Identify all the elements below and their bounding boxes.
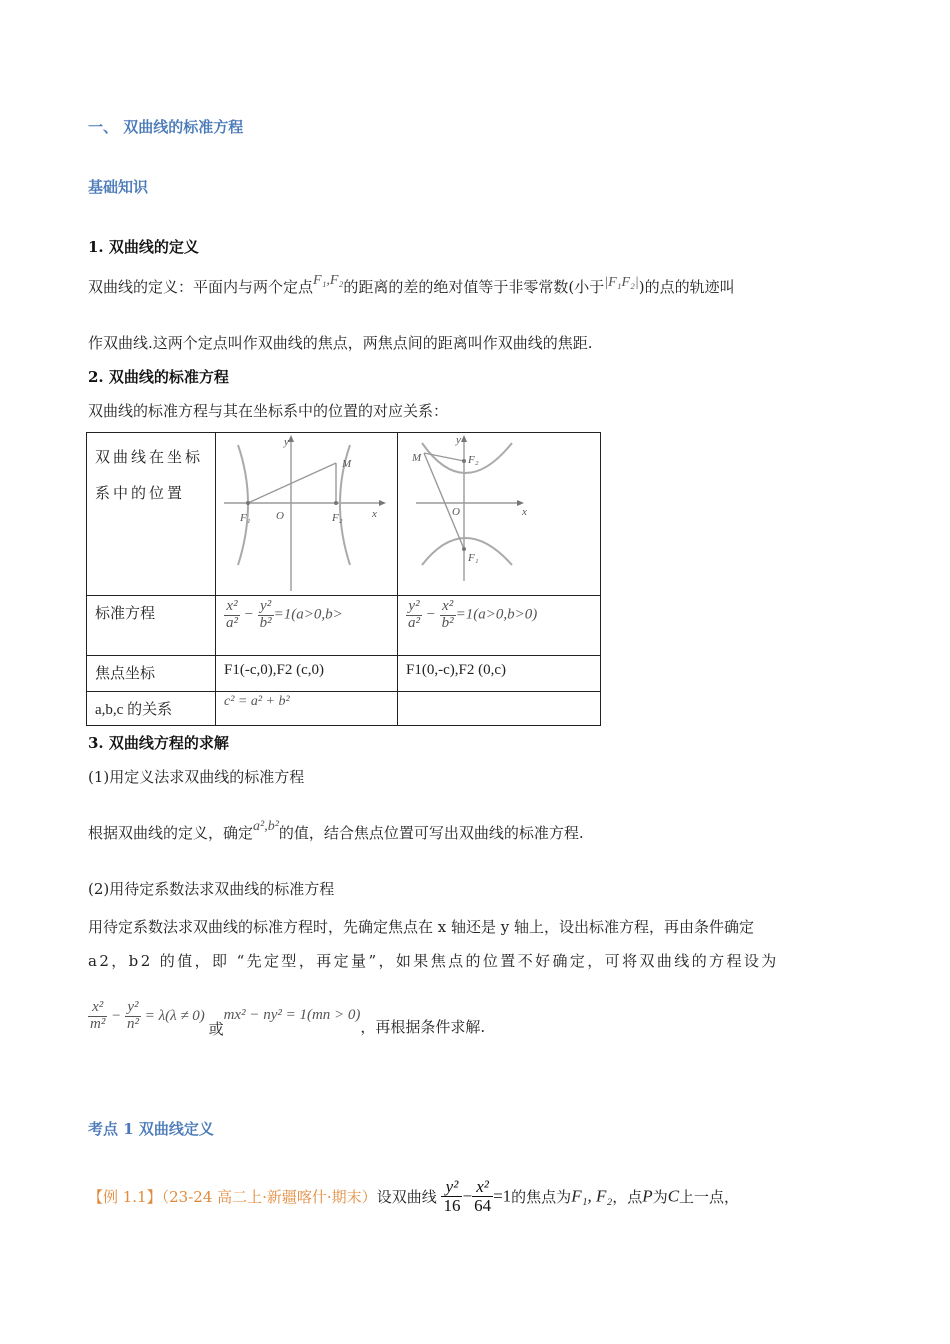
eq1-rest: =1(a>0,b> — [273, 606, 343, 623]
o-label: O — [276, 510, 284, 522]
x-label: x — [522, 506, 527, 518]
def-foci: F₁,F₂ — [313, 273, 344, 288]
eq1-minus: − — [243, 606, 254, 623]
y-label: y — [456, 434, 461, 446]
f1-label: F₁ — [468, 552, 479, 564]
example-tag: 【例 1.1】 — [88, 1187, 162, 1206]
s2-intro: 双曲线的标准方程与其在坐标系中的位置的对应关系： — [88, 402, 449, 420]
s1-title: 1. 双曲线的定义 — [88, 238, 199, 256]
x-arrow — [379, 500, 386, 506]
equation-x-cell — [216, 596, 398, 656]
example-source: （23-24 高二上·新疆喀什·期末） — [161, 1187, 377, 1206]
s1-definition-line1 — [88, 273, 735, 297]
basic-knowledge-heading: 基础知识 — [88, 178, 149, 196]
def-suffix: )的点的轨迹叫 — [638, 278, 735, 296]
f1-point — [462, 547, 466, 551]
s1-definition-line2: 作双曲线.这两个定点叫作双曲线的焦点，两焦点间的距离叫作双曲线的焦距. — [88, 334, 593, 352]
example-frac1: $\frac{\text{y²}}{16}$ — [443, 1177, 461, 1215]
def-mid: 的距离的差的绝对值等于非零常数(小于 — [343, 278, 605, 296]
section-title: 一、 双曲线的标准方程 — [88, 118, 244, 136]
mf2-line — [424, 453, 464, 461]
left-branch — [238, 445, 248, 565]
relation-cell: c² = a² + b² — [216, 692, 398, 726]
eqA-frac2: $\frac{\text{y²}}{\text{n²}}$ — [126, 999, 139, 1032]
eq2-frac2: $\frac{\text{x²}}{\text{b²}}$ — [441, 598, 454, 631]
mf1-line — [424, 453, 464, 549]
example-foci: F₁, F₂ — [571, 1186, 613, 1206]
position-label-b: 系中的位置 — [95, 484, 186, 502]
s3-sub2: (2)用待定系数法求双曲线的标准方程 — [88, 880, 335, 898]
eq2-minus: − — [425, 606, 436, 623]
def-abs: |F₁F₂| — [604, 275, 639, 290]
eq-lambda: $\frac{\text{x²}}{\text{m²}}$ − $\frac{\text{y²}}{\text{n²}}$ = λ(λ ≠ 0) — [90, 999, 205, 1032]
s3-p2-line1: 用待定系数法求双曲线的标准方程时，先确定焦点在 x 轴还是 y 轴上，设出标准方程，再由条件确定 — [88, 918, 755, 936]
figure-x-axis-cell — [216, 433, 398, 596]
eq1-frac1: $\frac{\text{x²}}{\text{a²}}$ — [226, 598, 238, 631]
eq2-rest: =1(a>0,b>0) — [455, 606, 538, 623]
s3-title: 3. 双曲线方程的求解 — [88, 734, 229, 752]
row-equation-label: 标准方程 — [87, 596, 216, 656]
eq2-frac1: $\frac{\text{y²}}{\text{a²}}$ — [408, 598, 420, 631]
eq1-frac2: $\frac{\text{y²}}{\text{b²}}$ — [259, 598, 272, 631]
upper-branch — [422, 443, 512, 473]
f2-label: F₂ — [332, 512, 343, 524]
position-label-a: 双曲线在坐标 — [95, 448, 204, 466]
y-arrow — [288, 435, 294, 442]
s3-sub1: (1)用定义法求双曲线的标准方程 — [88, 768, 305, 786]
p1-suffix: 的值，结合焦点位置可写出双曲线的标准方程. — [278, 824, 584, 842]
foci-y-cell: F1(0,-c),F2 (0,c) — [398, 656, 601, 692]
s3-equations-line — [88, 999, 486, 1038]
example-1-1: 【例 1.1】（23-24 高二上·新疆喀什·期末）设双曲线 $\frac{\text{y²}}{16}$ − $\frac{\text{x²}}{64}$ =1的焦点为F₁, F₂，点P为C上一点， — [88, 1177, 740, 1215]
p1-prefix: 根据双曲线的定义，确定 — [88, 824, 254, 842]
foci-x-cell: F1(-c,0),F2 (c,0) — [216, 656, 398, 692]
relation-empty-cell — [398, 692, 601, 726]
m-label: M — [342, 458, 352, 470]
o-label: O — [452, 506, 460, 518]
s2-title: 2. 双曲线的标准方程 — [88, 368, 229, 386]
hyperbola-x-figure — [216, 433, 397, 595]
f1-point — [246, 501, 250, 505]
p2-end: ，再根据条件求解. — [360, 1017, 486, 1036]
eq-mn: mx² − ny² = 1(mn > 0) — [223, 1007, 361, 1024]
mf1-line — [248, 463, 336, 503]
eqA-frac1: $\frac{\text{x²}}{\text{m²}}$ — [90, 999, 106, 1032]
or-word: 或 — [208, 1019, 224, 1038]
row-foci-label: 焦点坐标 — [87, 656, 216, 692]
f1-label: F₁ — [240, 512, 251, 524]
x-label: x — [372, 508, 377, 520]
equation-y-cell — [398, 596, 601, 656]
y-arrow — [461, 435, 467, 442]
figure-y-axis-cell — [398, 433, 601, 596]
m-label: M — [412, 452, 422, 464]
s3-p2-line2: a2，b2 的值，即 “先定型，再定量”，如果焦点的位置不好确定，可将双曲线的方程设为 — [88, 952, 779, 970]
kaodian-heading: 考点 1 双曲线定义 — [88, 1120, 214, 1138]
f2-label: F₂ — [468, 454, 479, 466]
y-label: y — [284, 436, 289, 448]
row-position-label — [87, 433, 216, 596]
def-prefix: 双曲线的定义：平面内与两个定点 — [88, 278, 314, 296]
s3-p1 — [88, 819, 584, 843]
row-relation-label: a,b,c 的关系 — [87, 692, 216, 726]
f2-point — [462, 459, 466, 463]
example-text1: 设双曲线 — [376, 1187, 437, 1206]
hyperbola-table — [86, 432, 601, 726]
lower-branch — [422, 538, 512, 565]
f2-point — [334, 501, 338, 505]
p1-math: a²,b² — [253, 819, 279, 834]
example-frac2: $\frac{\text{x²}}{64}$ — [474, 1177, 492, 1215]
hyperbola-y-figure — [398, 433, 600, 595]
